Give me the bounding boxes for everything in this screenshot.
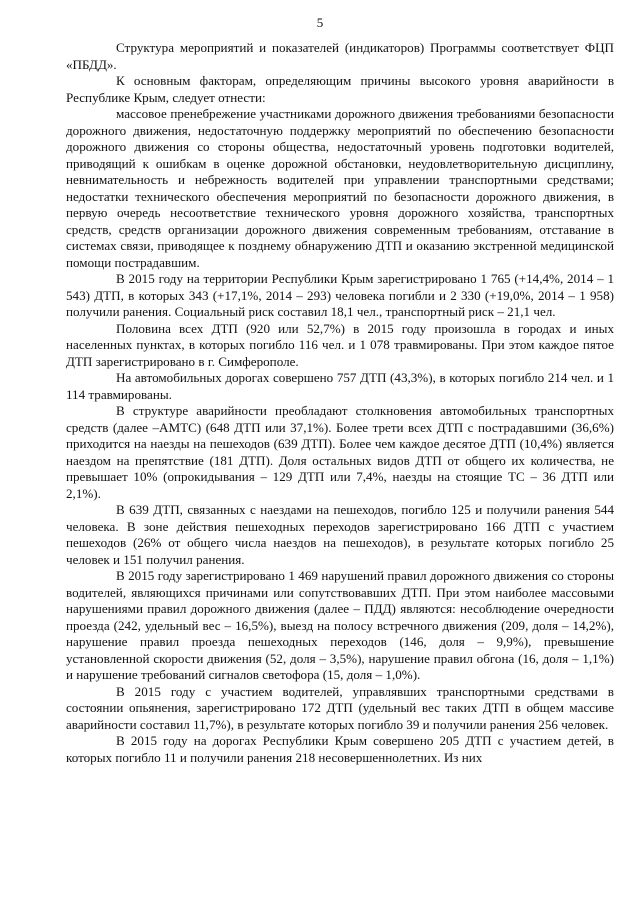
paragraph-highway-accidents: На автомобильных дорогах совершено 757 ДТП (43,3%), в которых погибло 214 чел. и 1 114 травмированы. bbox=[66, 370, 614, 402]
paragraph-main-factors-intro: К основным факторам, определяющим причины высокого уровня аварийности в Республике Крым, следует отнести: bbox=[66, 73, 614, 105]
paragraph-main-factors-list: массовое пренебрежение участниками дорожного движения требованиями безопасности дорожного движения, недостаточную поддержку мероприятий по обеспечению безопасности дорожного движения со стороны общества, недостаточный уровень подготовки водителей, приводящий к ошибкам в оценке дорожной обстановки, неудовлетворительную дисциплину, невнимательность и небрежность водителей при управлении транспортными средствами; недостатки технического обеспечения мероприятий по безопасности дорожного движения, в первую очередь несоответствие технического уровня дорожного хозяйства, транспортных средств, средств организации дорожного движения современным требованиям, отставание в системах связи, приводящее к позднему обнаружению ДТП и оказанию экстренной медицинской помощи пострадавшим. bbox=[66, 106, 614, 270]
paragraph-urban-accidents: Половина всех ДТП (920 или 52,7%) в 2015 году произошла в городах и иных населенных пунктах, в которых погибло 116 чел. и 1 078 травмированы. При этом каждое пятое ДТП зарегистрировано в г. Симферополе. bbox=[66, 320, 614, 369]
document-body bbox=[66, 40, 614, 766]
paragraph-child-accidents: В 2015 году на дорогах Республики Крым совершено 205 ДТП с участием детей, в которых погибло 11 и получили ранения 218 несовершеннолетних. Из них bbox=[66, 733, 614, 765]
paragraph-program-structure: Структура мероприятий и показателей (индикаторов) Программы соответствует ФЦП «ПБДД». bbox=[66, 40, 614, 72]
paragraph-pedestrian-accidents: В 639 ДТП, связанных с наездами на пешеходов, погибло 125 и получили ранения 544 человека. В зоне действия пешеходных переходов зарегистрировано 166 ДТП с участием пешеходов (26% от общего числа наездов на пешеходов), в результате которых погибло 25 человек и 151 получил ранения. bbox=[66, 502, 614, 567]
paragraph-accident-structure: В структуре аварийности преобладают столкновения автомобильных транспортных средств (далее –АМТС) (648 ДТП или 37,1%). Более трети всех ДТП с пострадавшими (36,6%) приходится на наезды на пешеходов (639 ДТП). Более чем каждое десятое ДТП (10,4%) является наездом на препятствие (181 ДТП). Доля остальных видов ДТП от общего их количества, не превышает 10% (опрокидывания – 129 ДТП или 7,4%, наезды на стоящие ТС – 36 ДТП или 2,1%). bbox=[66, 403, 614, 501]
paragraph-2015-total-statistics: В 2015 году на территории Республики Крым зарегистрировано 1 765 (+14,4%, 2014 – 1 543) ДТП, в которых 343 (+17,1%, 2014 – 293) человека погибли и 2 330 (+19,0%, 2014 – 1 958) получили ранения. Социальный риск составил 18,1 чел., транспортный риск – 21,1 чел. bbox=[66, 271, 614, 319]
paragraph-drunk-driving: В 2015 году с участием водителей, управлявших транспортными средствами в состоянии опьянения, зарегистрировано 172 ДТП (удельный вес таких ДТП в общем массиве аварийности составил 11,7%), в результате которых погибло 39 и получили ранения 256 человек. bbox=[66, 683, 614, 732]
page-number: 5 bbox=[316, 15, 324, 30]
paragraph-driver-violations: В 2015 году зарегистрировано 1 469 нарушений правил дорожного движения со стороны водителей, являющихся причинами или сопутствовавших ДТП. При этом наиболее массовыми нарушениями правил дорожного движения (далее – ПДД) являются: несоблюдение очередности проезда (242, удельный вес – 16,5%), выезд на полосу встречного движения (209, доля – 14,2%), нарушение правил проезда пешеходных переходов (146, доля – 9,9%), превышение установленной скорости движения (52, доля – 3,5%), нарушение правил обгона (16, доля – 1,1%) и нарушение требований сигналов светофора (15, доля – 1,0%). bbox=[66, 568, 614, 682]
